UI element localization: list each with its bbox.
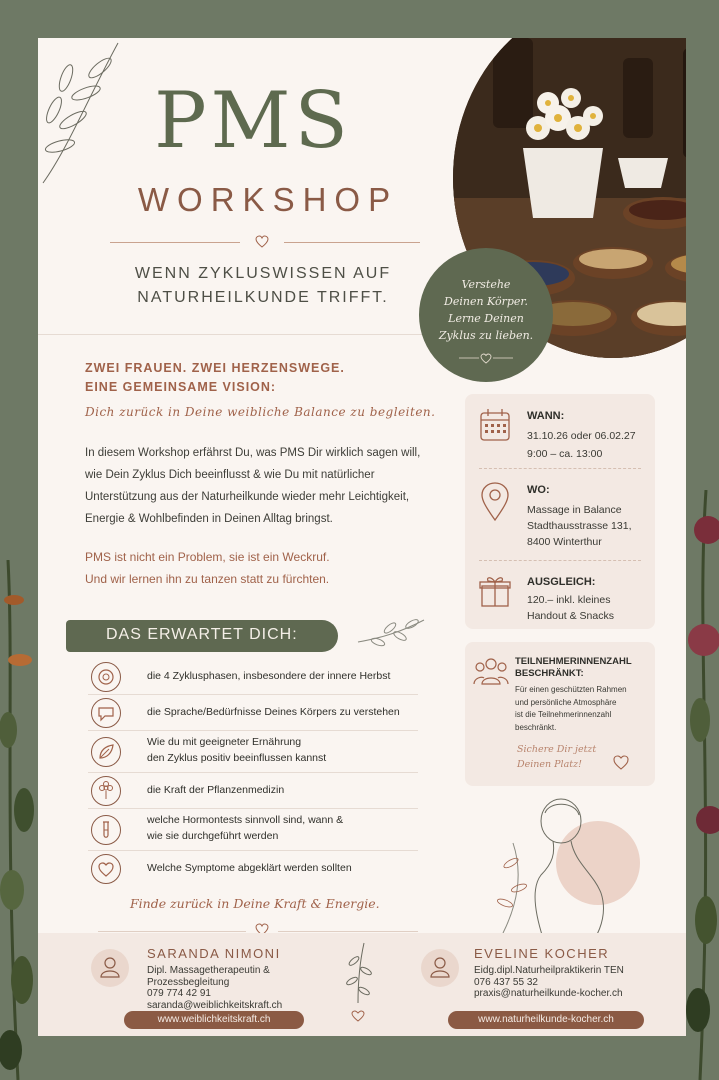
test-tube-icon: [91, 815, 121, 845]
test-tube-icon-glyph: [92, 816, 120, 844]
heart-icon: [255, 235, 269, 248]
where-line: Stadthausstrasse 131,: [527, 520, 632, 532]
woman-illustration: [483, 793, 653, 943]
avatar: [91, 949, 129, 987]
price-line: Handout & Snacks: [527, 610, 614, 622]
expect-title: DAS ERWARTET DICH:: [106, 626, 298, 643]
heart-icon: [91, 854, 121, 884]
intro-line: Energie & Wohlbefinden in Deinen Alltag bringst.: [85, 513, 333, 525]
page-title: PMS: [154, 76, 352, 166]
contact-phone: 079 774 42 91: [147, 988, 211, 999]
title-divider-right: [284, 242, 420, 243]
list-item: [88, 772, 418, 809]
info-divider: [479, 560, 641, 561]
list-item-text: die Sprache/Bedürfnisse Deines Körpers zu verstehen: [147, 706, 400, 718]
limited-seats-heading: [515, 656, 632, 680]
list-item-line: wie sie durchgeführt werden: [147, 830, 279, 842]
gift-icon: [479, 574, 511, 608]
botanical-right-decoration: [686, 490, 719, 1080]
page-subtitle: WORKSHOP: [137, 181, 399, 218]
where-line: Massage in Balance: [527, 504, 622, 516]
where-label: WO:: [527, 484, 550, 496]
group-icon: [473, 656, 509, 686]
botanical-left-decoration: [0, 560, 40, 1080]
leaf-sprig-icon: [340, 941, 376, 1023]
limited-seats-text: [515, 684, 627, 734]
list-item-text: die 4 Zyklusphasen, insbesondere der innere Herbst: [147, 670, 391, 682]
limited-seats-heading-line: TEILNEHMERINNENZAHL: [515, 656, 632, 667]
accent-paragraph: [85, 546, 455, 590]
leaf-sprig-icon: [356, 616, 426, 652]
person-icon: [421, 949, 459, 987]
limited-seats-text-line: ist die Teilnehmerinnenzahl: [515, 710, 612, 719]
contact-email[interactable]: saranda@weiblichkeitskraft.ch: [147, 999, 283, 1011]
flower-icon-glyph: [92, 777, 120, 805]
list-item: [88, 850, 418, 886]
heart-icon: [459, 352, 513, 364]
person-icon: [91, 949, 129, 987]
badge-line: Lerne Deinen: [448, 312, 524, 325]
accent-line: PMS ist nicht ein Problem, sie ist ein Weckruf.: [85, 550, 330, 564]
contact-role: Dipl. Massagetherapeutin &: [147, 965, 270, 976]
limited-seats-text-line: Für einen geschützten Rahmen: [515, 685, 627, 694]
poster: [38, 38, 686, 1036]
limited-seats-card: [465, 642, 655, 786]
list-item-text: die Kraft der Pflanzenmedizin: [147, 784, 285, 796]
list-item-line: Wie du mit geeigneter Ernährung: [147, 736, 302, 748]
tagline: [108, 262, 418, 310]
vision-heading-line: EINE GEMEINSAME VISION:: [85, 380, 277, 394]
vision-heading: [85, 359, 345, 397]
flower-icon: [91, 776, 121, 806]
list-item-line: den Zyklus positiv beeinflussen kannst: [147, 752, 327, 764]
event-info-card: [465, 394, 655, 629]
website-link[interactable]: www.weiblichkeitskraft.ch: [124, 1011, 304, 1029]
contact-footer: [38, 933, 686, 1036]
contact-name: EVELINE KOCHER: [474, 946, 610, 961]
intro-line: wie Dein Zyklus Dich beeinflusst & wie Du mit natürlicher: [85, 469, 375, 481]
reserve-cta-line: Deinen Platz!: [517, 759, 582, 770]
vision-script-line: Dich zurück in Deine weibliche Balance zu begleiten.: [85, 405, 436, 419]
heart-icon-glyph: [92, 855, 120, 883]
list-item: [88, 694, 418, 731]
list-item-text: [147, 812, 343, 844]
price-line: 120.– inkl. kleines: [527, 594, 611, 606]
list-item: [88, 730, 418, 773]
limited-seats-text-line: und persönliche Atmosphäre: [515, 697, 617, 707]
contact-phone: 076 437 55 32: [474, 976, 538, 988]
contact-email[interactable]: praxis@naturheilkunde-kocher.ch: [474, 988, 623, 999]
list-item: [88, 808, 418, 851]
woman-illustration-drawing: [483, 793, 653, 943]
badge-line: Verstehe: [461, 278, 511, 291]
price-label: AUSGLEICH:: [527, 576, 596, 588]
contact-role: Eidg.dipl.Naturheilpraktikerin TEN: [474, 965, 624, 976]
leaf-icon: [91, 737, 121, 767]
expect-banner: [66, 620, 338, 652]
tagline-line: NATURHEILKUNDE TRIFFT.: [137, 289, 389, 306]
cycle-icon-glyph: [92, 663, 120, 691]
list-item-text: [147, 734, 326, 766]
list-item: [88, 658, 418, 695]
title-divider-left: [110, 242, 240, 243]
intro-line: In diesem Workshop erfährst Du, was PMS Dir wirklich sagen will,: [85, 447, 421, 459]
when-time: 9:00 – ca. 13:00: [527, 448, 603, 460]
quote-badge: [419, 248, 553, 382]
website-link[interactable]: www.naturheilkunde-kocher.ch: [448, 1011, 644, 1029]
when-label: WANN:: [527, 410, 565, 422]
heart-icon: [613, 755, 629, 770]
intro-line: Unterstützung aus der Naturheilkunde wieder mehr Leichtigkeit,: [85, 491, 410, 503]
section-divider: [38, 334, 458, 335]
speech-icon: [91, 698, 121, 728]
vision-heading-line: ZWEI FRAUEN. ZWEI HERZENSWEGE.: [85, 361, 345, 375]
location-pin-icon: [479, 482, 511, 522]
tagline-line: WENN ZYKLUSWISSEN AUF: [134, 265, 392, 282]
where-line: 8400 Winterthur: [527, 536, 602, 548]
cycle-icon: [91, 662, 121, 692]
speech-icon-glyph: [92, 699, 120, 727]
reserve-cta-line: Sichere Dir jetzt: [517, 744, 597, 755]
reserve-cta: [517, 742, 596, 772]
closing-divider-right: [278, 931, 418, 932]
list-item-text: Welche Symptome abgeklärt werden sollten: [147, 862, 352, 874]
contact-details: [147, 965, 282, 1011]
badge-line: Zyklus zu lieben.: [438, 329, 534, 342]
intro-paragraph: [85, 442, 455, 530]
closing-script-line: Finde zurück in Deine Kraft & Energie.: [130, 896, 380, 911]
when-dates: 31.10.26 oder 06.02.27: [527, 430, 636, 442]
contact-role: Prozessbegleitung: [147, 976, 230, 988]
accent-line: Und wir lernen ihn zu tanzen statt zu fürchten.: [85, 572, 330, 586]
contact-details: [474, 965, 624, 1000]
leaf-icon-glyph: [92, 738, 120, 766]
closing-divider-left: [98, 931, 246, 932]
avatar: [421, 949, 459, 987]
calendar-icon: [479, 408, 511, 442]
list-item-line: welche Hormontests sinnvoll sind, wann &: [147, 814, 344, 826]
limited-seats-text-line: beschränkt.: [515, 722, 557, 732]
limited-seats-heading-line: BESCHRÄNKT:: [515, 668, 584, 679]
contact-name: SARANDA NIMONI: [147, 946, 281, 961]
info-divider: [479, 468, 641, 469]
badge-line: Deinen Körper.: [444, 295, 528, 308]
